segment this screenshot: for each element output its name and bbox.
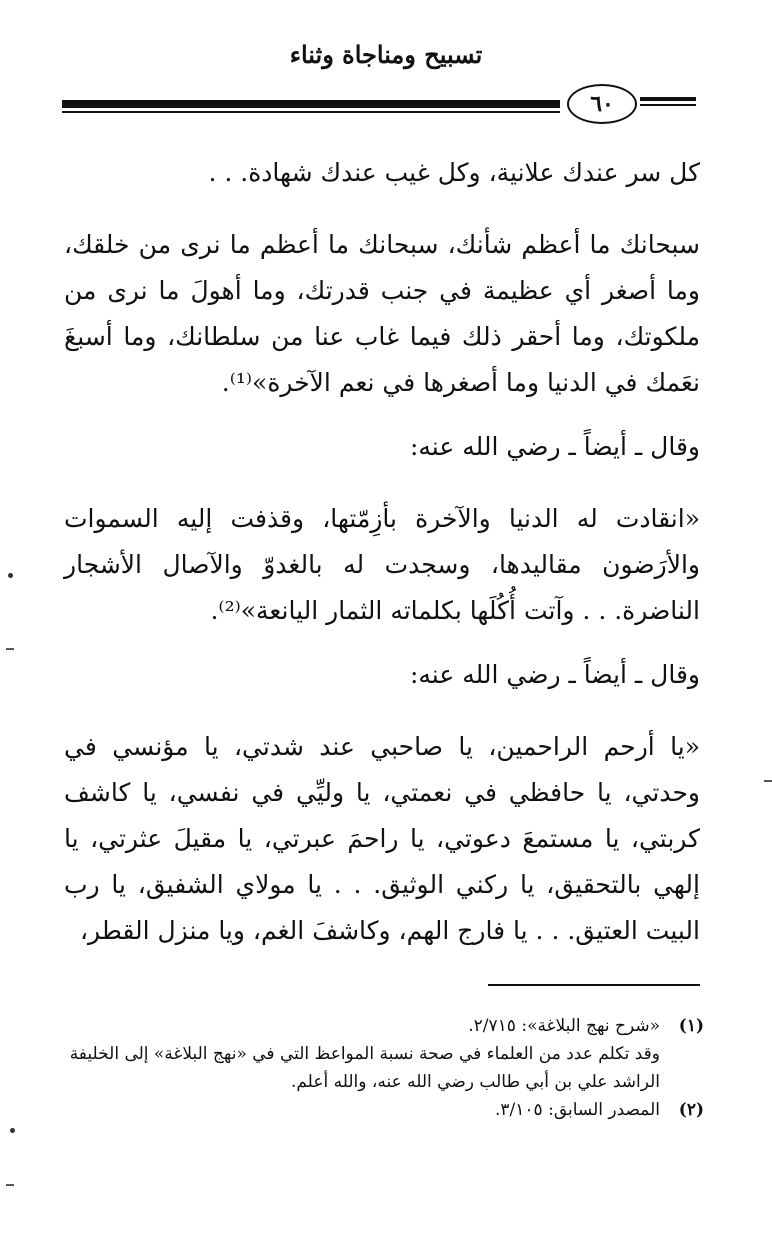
paragraph-spacer bbox=[64, 470, 700, 496]
running-header-title: تسبيح ومناجاة وثناء bbox=[289, 40, 483, 69]
paragraph-spacer bbox=[64, 196, 700, 222]
footnote-separator bbox=[488, 984, 700, 986]
paragraph-spacer bbox=[64, 406, 700, 424]
footnote-text: المصدر السابق: ٣/١٠٥. bbox=[495, 1100, 660, 1120]
scan-speck bbox=[6, 648, 14, 650]
footnote-1-continuation: وقد تكلم عدد من العلماء في صحة نسبة المواعظ التي في «نهج البلاغة» إلى الخليفة الراشد علي بن أبي طالب رضي الله عنه، والله أعلم. bbox=[69, 1044, 660, 1092]
paragraph-6: «يا أرحم الراحمين، يا صاحبي عند شدتي، يا مؤنسي في وحدتي، يا حافظي في نعمتي، يا وليِّي في نفسي، يا كاشف كربتي، يا مستمعَ دعوتي، يا راحمَ عبرتي، يا مقيلَ عثرتي، يا إلهي بالتحقيق، يا ركني الوثيق. . . يا مولاي الشفيق، يا رب البيت العتيق. . . يا فارج الهم، وكاشفَ الغم، ويا منزل القطر، bbox=[64, 732, 700, 945]
main-text bbox=[64, 150, 700, 954]
paragraph-spacer bbox=[64, 698, 700, 724]
footnote-number: (١) bbox=[678, 1016, 704, 1036]
paragraph-4: «انقادت له الدنيا والآخرة بأزِمّتها، وقذفت إليه السموات والأرَضون مقاليدها، وسجدت له بالغدوّ والآصال الأشجار الناضرة. . . وآتت أُكُلَها بكلماته الثمار اليانعة»⁽²⁾. bbox=[64, 504, 700, 625]
paragraph-3: وقال ـ أيضاً ـ رضي الله عنه: bbox=[409, 432, 700, 461]
paragraph-1: كل سر عندك علانية، وكل غيب عندك شهادة. . . bbox=[208, 158, 700, 187]
scan-speck bbox=[6, 1184, 14, 1186]
scan-speck bbox=[8, 573, 13, 578]
header-rule-left bbox=[62, 100, 560, 108]
paragraph-spacer bbox=[64, 634, 700, 652]
header-rule-right bbox=[640, 97, 696, 101]
scan-speck bbox=[10, 1128, 15, 1133]
paragraph-2: سبحانك ما أعظم شأنك، سبحانك ما أعظم ما نرى من خلقك، وما أصغر أي عظيمة في جنب قدرتك، وما أهولَ ما نرى من ملكوتك، وما أحقر ذلك فيما غاب عنا من سلطانك، وما أسبغَ نعَمك في الدنيا وما أصغرها في نعم الآخرة»⁽¹⁾. bbox=[64, 230, 700, 397]
page-number-badge: ٦٠ bbox=[567, 84, 637, 124]
paragraph-5: وقال ـ أيضاً ـ رضي الله عنه: bbox=[409, 660, 700, 689]
footnote-text: «شرح نهج البلاغة»: ٢/٧١٥. bbox=[468, 1016, 660, 1036]
footnotes bbox=[64, 1012, 704, 1124]
scan-speck bbox=[764, 780, 772, 782]
footnote-1 bbox=[64, 1012, 704, 1040]
footnote-number: (٢) bbox=[678, 1100, 704, 1120]
footnote-2 bbox=[64, 1096, 704, 1124]
